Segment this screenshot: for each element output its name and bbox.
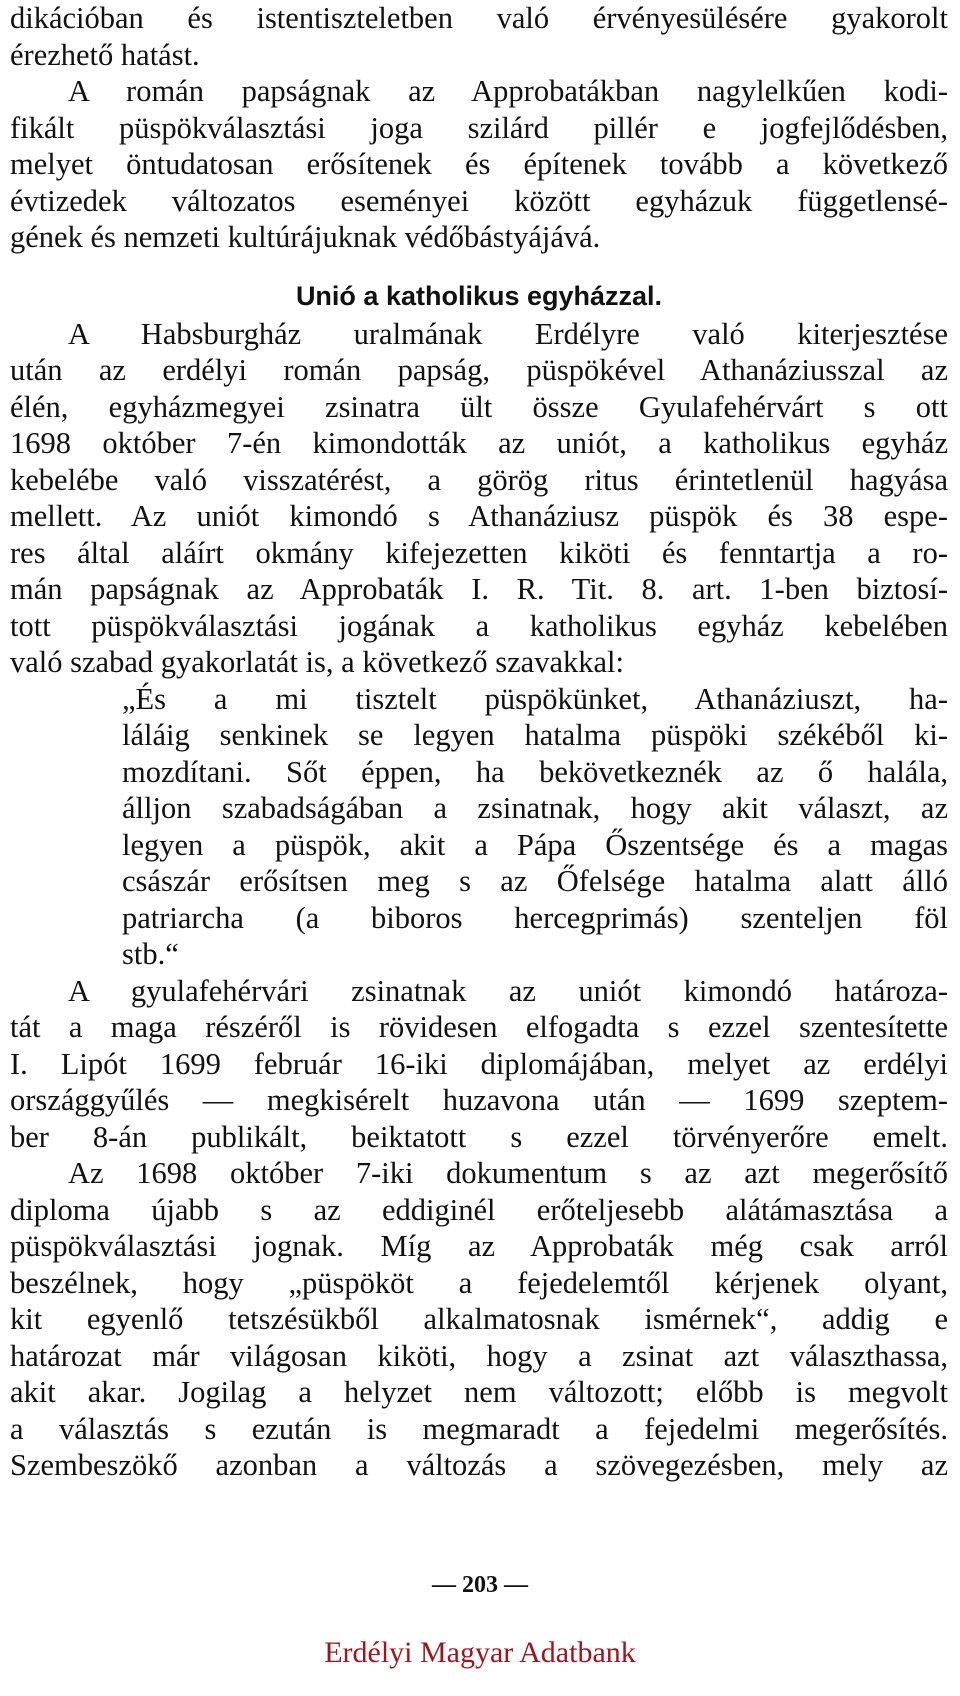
page-number: — 203 —	[432, 1572, 528, 1598]
text-line: A román papságnak az Approbatákban nagylelkűen kodi-	[68, 74, 948, 108]
paragraph-3	[10, 973, 948, 1484]
quote-line: legyen a püspök, akit a Pápa Őszentsége és a magas	[122, 827, 948, 862]
text-line: után az erdélyi román papság, püspökével Athanáziusszal az	[10, 353, 948, 387]
text-line: ber 8-án publikált, beiktatott s ezzel törvényerőre emelt.	[10, 1119, 948, 1154]
footer-watermark: Erdélyi Magyar Adatbank	[324, 1636, 636, 1669]
text-line: gének és nemzeti kultúrájuknak védőbástyájává.	[10, 220, 601, 254]
text-line: országgyűlés — megkisérelt huzavona után — 1699 szeptem-	[10, 1083, 948, 1117]
quote-line: álljon szabadságában a zsinatnak, hogy akit választ, az	[122, 791, 948, 825]
text-line: beszélnek, hogy „püspököt a fejedelemtől kérjenek olyant,	[10, 1265, 948, 1300]
quote-line: császár erősítsen meg s az Őfelsége hatalma alatt álló	[122, 864, 948, 898]
text-line: I. Lipót 1699 február 16-iki diplomájában, melyet az erdélyi	[10, 1046, 948, 1081]
quote-line: patriarcha (a biboros hercegprimás) szenteljen föl	[122, 900, 948, 935]
text-line: melyet öntudatosan erősítenek és építenek tovább a következő	[10, 147, 948, 181]
text-line: évtizedek változatos eseményei között egyházuk függetlensé-	[10, 183, 948, 218]
text-line: A gyulafehérvári zsinatnak az uniót kimondó határoza-	[68, 973, 948, 1008]
text-line: a választás s ezután is megmaradt a fejedelmi megerősítés.	[10, 1411, 948, 1446]
text-line: diploma újabb s az eddiginél erőteljesebb alátámasztása a	[10, 1192, 948, 1227]
text-line: püspökválasztási jognak. Míg az Approbaták még csak arról	[10, 1229, 948, 1263]
text-line: res által aláírt okmány kifejezetten kiköti és fenntartja a ro-	[10, 535, 948, 570]
page-body	[10, 0, 948, 1484]
text-line: tát a maga részéről is rövidesen elfogadta s ezzel szentesítette	[10, 1010, 948, 1044]
quote-line: stb.“	[122, 937, 179, 971]
text-line: való szabad gyakorlatát is, a következő szavakkal:	[10, 645, 624, 679]
text-line: A Habsburgház uralmának Erdélyre való kiterjesztése	[68, 316, 948, 351]
quote-line: „És a mi tisztelt püspökünket, Athanáziuszt, ha-	[122, 681, 948, 716]
quotation-block	[10, 681, 948, 973]
text-line: akit akar. Jogilag a helyzet nem változott; előbb is megvolt	[10, 1375, 948, 1409]
text-line: Szembeszökő azonban a változás a szövegezésben, mely az	[10, 1448, 948, 1482]
text-line: dikációban és istentiszteletben való érvényesülésére gyakorolt	[10, 1, 948, 35]
text-line: mán papságnak az Approbaták I. R. Tit. 8. art. 1-ben biztosí-	[10, 572, 948, 606]
section-heading: Unió a katholikus egyházzal.	[295, 280, 663, 311]
text-line: határozat már világosan kiköti, hogy a zsinat azt választhassa,	[10, 1338, 948, 1373]
text-line: kit egyenlő tetszésükből alkalmatosnak ismérnek“, addig e	[10, 1302, 948, 1336]
quote-line: mozdítani. Sőt éppen, ha bekövetkeznék az ő halála,	[122, 754, 948, 789]
text-line: tott püspökválasztási jogának a katholikus egyház kebelében	[10, 608, 948, 643]
paragraph-1	[10, 0, 948, 256]
quote-line: láláig senkinek se legyen hatalma püspöki székéből ki-	[122, 718, 948, 752]
text-line: kebelébe való visszatérést, a görög ritus érintetlenül hagyása	[10, 462, 948, 497]
text-line: Az 1698 október 7-iki dokumentum s az azt megerősítő	[68, 1156, 948, 1190]
text-line: élén, egyházmegyei zsinatra ült össze Gyulafehérvárt s ott	[10, 389, 948, 424]
text-line: érezhető hatást.	[10, 37, 200, 72]
text-line: mellett. Az uniót kimondó s Athanáziusz püspök és 38 espe-	[10, 499, 948, 533]
text-line: 1698 október 7-én kimondották az uniót, a katholikus egyház	[10, 426, 948, 460]
paragraph-2	[10, 316, 948, 681]
text-line: fikált püspökválasztási joga szilárd pillér e jogfejlődésben,	[10, 110, 948, 145]
